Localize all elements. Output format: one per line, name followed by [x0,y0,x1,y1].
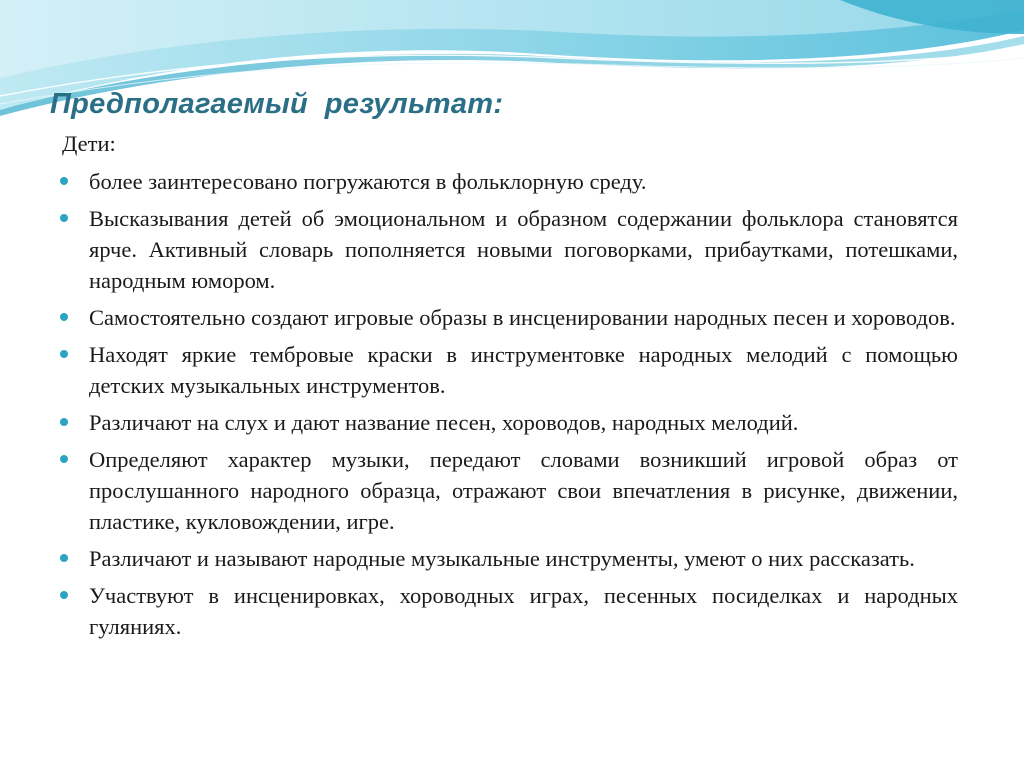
list-item [58,444,958,537]
bullet-dot-icon [60,177,68,185]
list-item-text: Различают на слух и дают название песен, хороводов, народных мелодий. [89,410,799,435]
subheading-children: Дети: [62,131,116,156]
bullet-dot-icon [60,455,68,463]
slide-title: Предполагаемый результат: [50,88,504,120]
list-item-text: более заинтересовано погружаются в фольклорную среду. [89,169,647,194]
content-area [58,128,958,648]
list-item [58,302,958,333]
bullet-dot-icon [60,554,68,562]
list-item-text: Находят яркие тембровые краски в инструментовке народных мелодий с помощью детских музыкальных инструментов. [89,342,958,398]
list-item [58,166,958,197]
list-item-text: Самостоятельно создают игровые образы в инсценировании народных песен и хороводов. [89,305,956,330]
list-item-text: Определяют характер музыки, передают словами возникший игровой образ от прослушанного народного образца, отражают свои впечатления в рисунке, движении, пластике, кукловождении, игре. [89,447,958,534]
list-item [58,203,958,296]
bullet-dot-icon [60,214,68,222]
list-item-text: Высказывания детей об эмоциональном и образном содержании фольклора становятся ярче. Активный словарь пополняется новыми поговорками, прибаутками, потешками, народным юмором. [89,206,958,293]
bullet-dot-icon [60,313,68,321]
list-item [58,580,958,642]
list-item [58,339,958,401]
list-item [58,407,958,438]
list-item-text: Участвуют в инсценировках, хороводных играх, песенных посиделках и народных гуляниях. [89,583,958,639]
bullet-dot-icon [60,350,68,358]
bullet-dot-icon [60,591,68,599]
list-item-text: Различают и называют народные музыкальные инструменты, умеют о них рассказать. [89,546,915,571]
list-item [58,543,958,574]
results-list [58,166,958,642]
bullet-dot-icon [60,418,68,426]
